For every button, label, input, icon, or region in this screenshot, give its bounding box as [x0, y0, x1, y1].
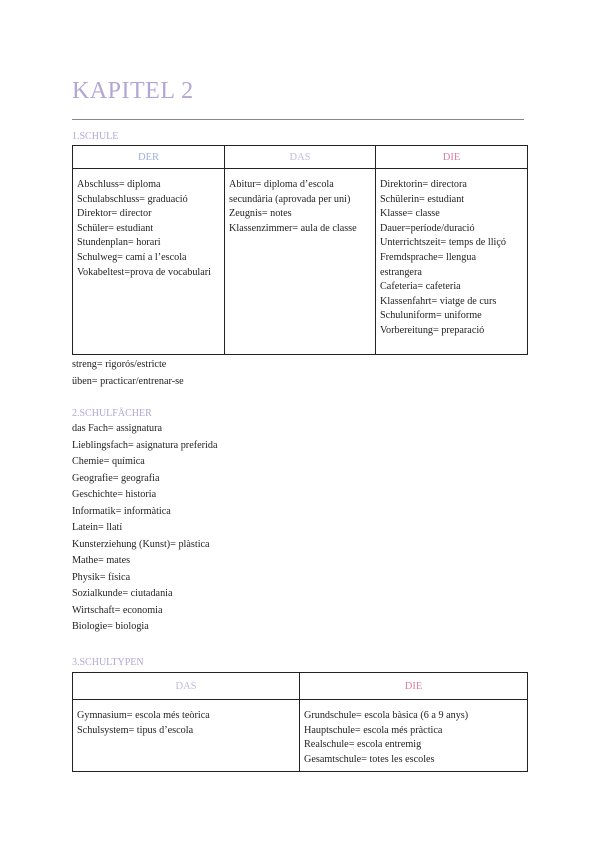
schulfaecher-list [72, 421, 217, 636]
die-column [300, 700, 528, 772]
vocab-entry: Schulweg= camí a l’escola [77, 251, 187, 263]
vocab-entry: üben= practicar/entrenar-se [72, 375, 184, 387]
vocab-entry: Gesamtschule= totes les escoles [304, 753, 435, 765]
section-heading-schule: 1.SCHULE [72, 131, 119, 142]
list-item: Kunsterziehung (Kunst)= plàstica [72, 538, 210, 550]
schultypen-table-body-row [73, 700, 528, 772]
schule-table [72, 145, 528, 355]
das-column [225, 169, 376, 355]
vocab-entry: Direktor= director [77, 208, 152, 220]
vocab-entry: Schulsystem= tipus d’escola [77, 724, 194, 736]
vocab-entry: streng= rigorós/estricte [72, 359, 167, 370]
vocab-entry: Schuluniform= uniforme [380, 310, 482, 322]
list-item: Latein= llatí [72, 522, 123, 533]
schule-table-body-row [73, 169, 528, 355]
list-item: Wirtschaft= economia [72, 604, 163, 616]
vocab-entry: Klasse= classe [380, 208, 440, 220]
vocab-entry: estrangera [380, 266, 422, 278]
column-header-die: DIE [300, 673, 528, 700]
vocab-entry: Realschule= escola entremig [304, 739, 422, 751]
list-item: Informatik= informàtica [72, 505, 171, 517]
vocab-entry: Direktorin= directora [380, 179, 467, 190]
vocab-entry: Abitur= diploma d’escola [229, 179, 334, 190]
vocab-entry: Grundschule= escola bàsica (6 a 9 anys) [304, 710, 469, 721]
section-heading-schulfaecher: 2.SCHULFÄCHER [72, 408, 152, 419]
list-item: Geografie= geografia [72, 472, 160, 484]
column-header-das: DAS [73, 673, 300, 700]
vocab-entry: Abschluss= diploma [77, 179, 161, 190]
list-item: Geschichte= historia [72, 489, 157, 500]
vocab-entry: Dauer=període/duració [380, 222, 475, 234]
list-item: Lieblingsfach= asignatura preferida [72, 439, 218, 451]
vocab-entry: Klassenzimmer= aula de classe [229, 222, 357, 234]
section-heading-schultypen: 3.SCHULTYPEN [72, 657, 144, 668]
vocab-entry: Schulabschluss= graduació [77, 193, 188, 205]
title-divider [72, 119, 524, 120]
column-header-das: DAS [225, 146, 376, 169]
vocab-entry: Schülerin= estudiant [380, 193, 465, 205]
schule-table-header-row [73, 146, 528, 169]
vocab-entry: Fremdsprache= llengua [380, 251, 476, 263]
schultypen-table [72, 672, 528, 772]
vocab-entry: Vokabeltest=prova de vocabulari [77, 266, 211, 278]
page-title: KAPITEL 2 [72, 78, 194, 104]
das-column [73, 700, 300, 772]
vocab-entry: Klassenfahrt= viatge de curs [380, 295, 497, 307]
vocab-entry: secundària (aprovada per uni) [229, 193, 351, 205]
list-item: Physik= física [72, 571, 131, 583]
column-header-der: DER [73, 146, 225, 169]
schultypen-table-header-row [73, 673, 528, 700]
list-item: Chemie= química [72, 456, 145, 467]
list-item: Sozialkunde= ciutadania [72, 588, 173, 599]
vocab-entry: Stundenplan= horari [77, 237, 161, 249]
list-item: Biologie= biologia [72, 621, 149, 632]
vocab-entry: Unterrichtszeit= temps de lliçó [380, 237, 506, 249]
vocab-entry: Vorbereitung= preparació [380, 324, 485, 336]
vocab-entry: Zeugnis= notes [229, 208, 292, 220]
schule-extra-list [72, 357, 184, 390]
list-item: das Fach= assignatura [72, 423, 163, 434]
die-column [376, 169, 528, 355]
column-header-die: DIE [376, 146, 528, 169]
der-column [73, 169, 225, 355]
vocab-entry: Gymnasium= escola més teòrica [77, 710, 210, 721]
list-item: Mathe= mates [72, 555, 131, 566]
vocab-entry: Hauptschule= escola més pràctica [304, 724, 443, 736]
vocab-entry: Schüler= estudiant [77, 222, 154, 234]
vocab-entry: Cafeteria= cafeteria [380, 281, 461, 293]
